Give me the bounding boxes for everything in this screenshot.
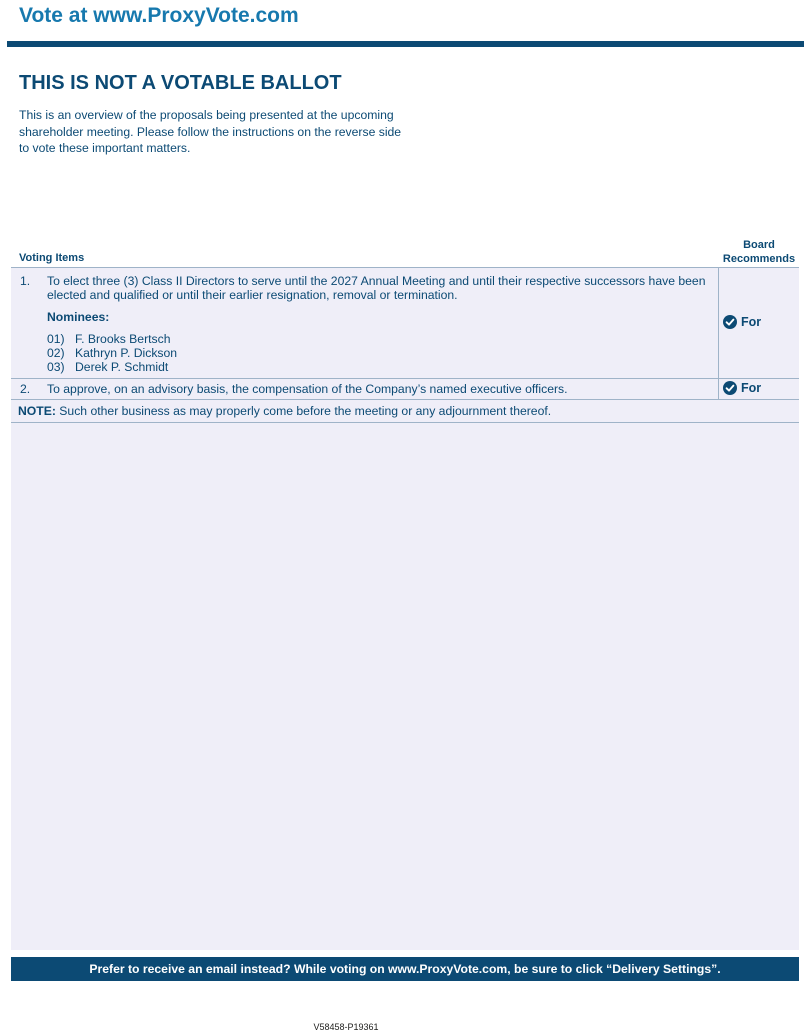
checkmark-circle-icon bbox=[723, 315, 737, 329]
item-description: To elect three (3) Class II Directors to serve until the 2027 Annual Meeting and until their respective successors have been elected and qualified or until their earlier resignation, removal or termination. bbox=[47, 274, 706, 302]
nominee-name: Derek P. Schmidt bbox=[75, 360, 169, 374]
board-header-line-2: Recommends bbox=[722, 252, 796, 265]
nominees-label: Nominees: bbox=[47, 310, 110, 324]
nominee-list bbox=[47, 332, 177, 374]
email-delivery-banner: Prefer to receive an email instead? While voting on www.ProxyVote.com, be sure to click “Delivery Settings”. bbox=[11, 957, 799, 981]
ballot-intro: This is an overview of the proposals being presented at the upcoming shareholder meeting. Please follow the instructions on the reverse side to vote these important matters. bbox=[19, 108, 402, 155]
nominee-number: 03) bbox=[47, 360, 65, 374]
item-number: 2. bbox=[20, 382, 31, 396]
column-separator bbox=[718, 268, 719, 378]
ballot-title: THIS IS NOT A VOTABLE BALLOT bbox=[19, 72, 342, 94]
document-code: V58458-P19361 bbox=[313, 1022, 379, 1032]
note-text bbox=[18, 404, 551, 418]
item-description: To approve, on an advisory basis, the compensation of the Company’s named executive officers. bbox=[47, 382, 568, 396]
vote-link-heading[interactable]: Vote at www.ProxyVote.com bbox=[19, 4, 299, 27]
voting-item-row bbox=[11, 267, 799, 379]
board-header-line-1: Board bbox=[743, 239, 775, 251]
nominee-number: 02) bbox=[47, 346, 65, 360]
checkmark-circle-icon bbox=[723, 381, 737, 395]
voting-item-row bbox=[11, 378, 799, 400]
item-number: 1. bbox=[20, 274, 31, 288]
column-header-board-recommends bbox=[718, 239, 800, 266]
note-body: Such other business as may properly come before the meeting or any adjournment thereof. bbox=[55, 404, 552, 418]
nominee-name: F. Brooks Bertsch bbox=[75, 332, 171, 346]
nominee-item bbox=[47, 346, 177, 360]
board-recommendation bbox=[723, 315, 761, 329]
nominee-name: Kathryn P. Dickson bbox=[75, 346, 178, 360]
nominee-number: 01) bbox=[47, 332, 65, 346]
board-recommendation bbox=[723, 381, 761, 395]
nominee-item bbox=[47, 360, 177, 374]
column-separator bbox=[718, 378, 719, 399]
nominee-item bbox=[47, 332, 177, 346]
recommendation-label: For bbox=[741, 315, 762, 329]
note-label: NOTE: bbox=[18, 404, 56, 418]
top-divider bbox=[7, 41, 804, 47]
column-header-voting-items: Voting Items bbox=[19, 252, 85, 264]
note-row bbox=[11, 400, 799, 423]
recommendation-label: For bbox=[741, 381, 762, 395]
